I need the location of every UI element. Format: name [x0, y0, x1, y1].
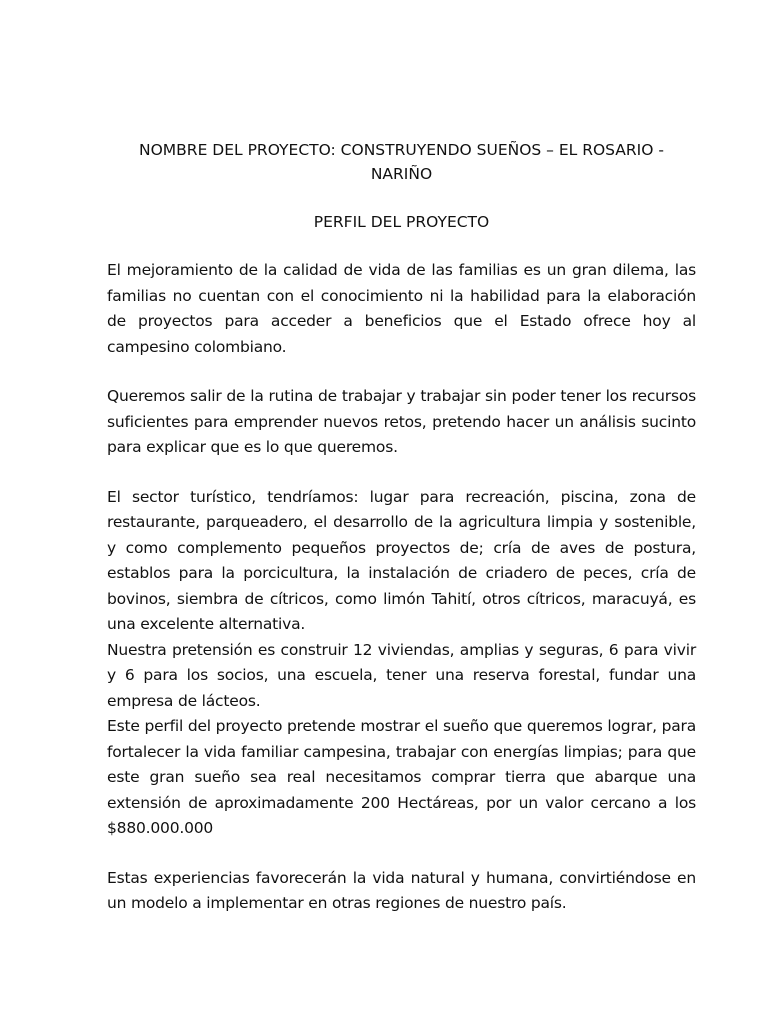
paragraph-intro: El mejoramiento de la calidad de vida de las familias es un gran dilema, las familias no cuentan con el conocimiento ni la habilidad para la elaboración de proyectos para acceder a beneficios que el Estado ofrece hoy al campesino colombiano.	[107, 261, 696, 356]
section-heading: PERFIL DEL PROYECTO	[313, 213, 490, 231]
paragraph-profile: Este perfil del proyecto pretende mostrar el sueño que queremos lograr, para fortalecer la vida familiar campesina, trabajar con energías limpias; para que este gran sueño sea real necesitamos comprar tierra que abarque una extensión de aproximadamente 200 Hectáreas, por un valor cercano a los $880.000.000	[107, 717, 696, 837]
paragraph-housing: Nuestra pretensión es construir 12 viviendas, amplias y seguras, 6 para vivir y 6 para los socios, una escuela, tener una reserva forestal, fundar una empresa de lácteos.	[107, 640, 696, 710]
paragraph-tourism: El sector turístico, tendríamos: lugar para recreación, piscina, zona de restaurante, parqueadero, el desarrollo de la agricultura limpia y sostenible, y como complemento pequeños proyectos de; cría de aves de postura, establos para la porcicultura, la instalación de criadero de peces, cría de bovinos, siembra de cítricos, como limón Tahití, otros cítricos, maracuyá, es una excelente alternativa.	[107, 487, 696, 633]
project-title: NOMBRE DEL PROYECTO: CONSTRUYENDO SUEÑOS – EL ROSARIO - NARIÑO	[139, 141, 664, 183]
paragraph-routine: Queremos salir de la rutina de trabajar y trabajar sin poder tener los recursos suficientes para emprender nuevos retos, pretendo hacer un análisis sucinto para explicar que es lo que queremos.	[107, 387, 696, 456]
paragraph-conclusion: Estas experiencias favorecerán la vida natural y humana, convirtiéndose en un modelo a implementar en otras regiones de nuestro país.	[107, 868, 696, 912]
